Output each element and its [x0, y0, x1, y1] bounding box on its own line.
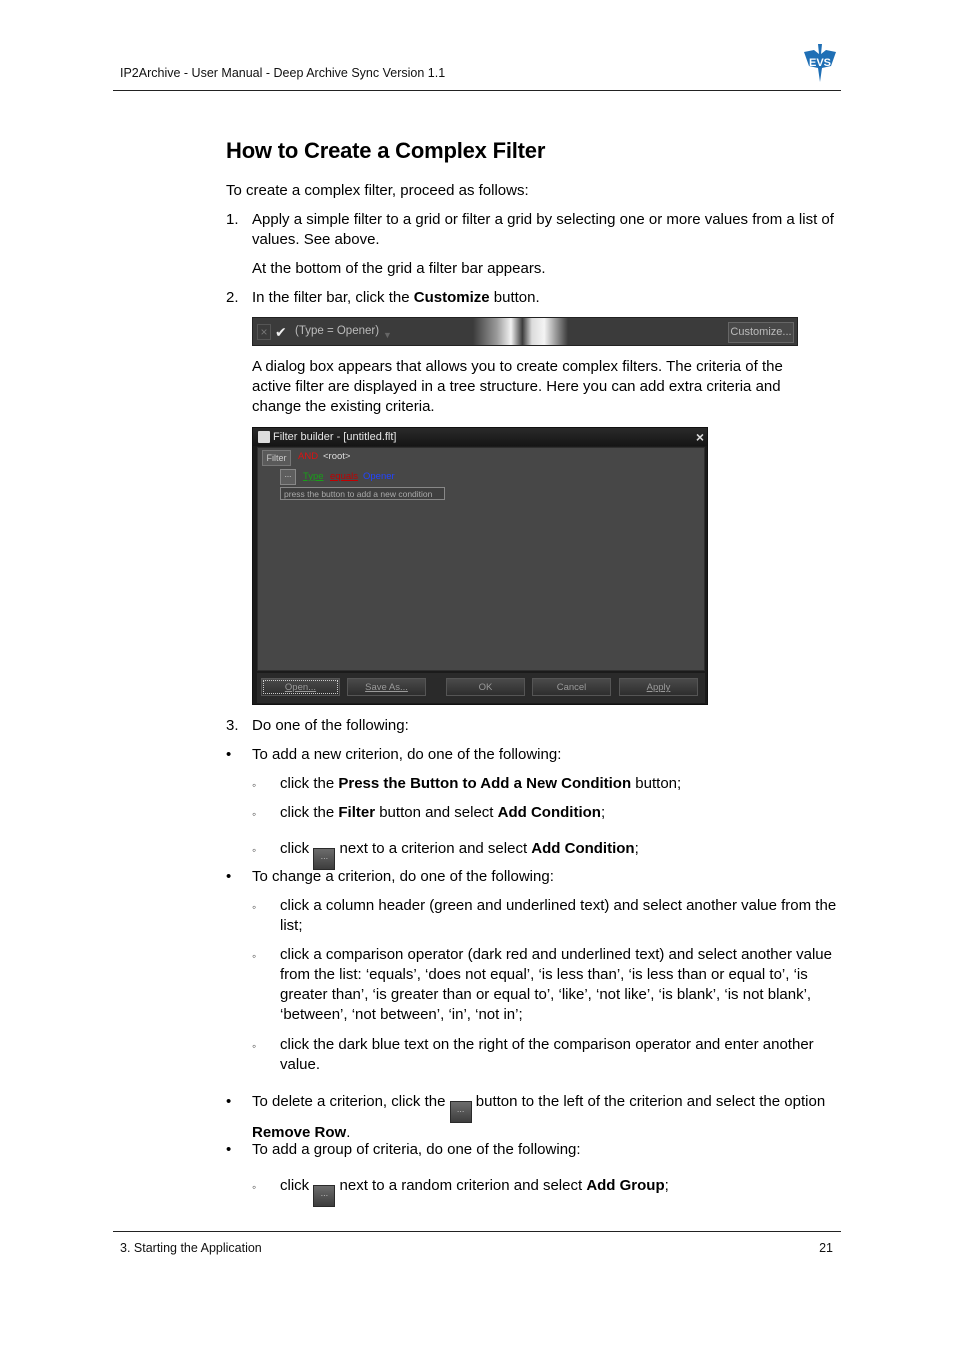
add-criterion-intro: To add a new criterion, do one of the following:	[252, 746, 562, 763]
bullet-marker: •	[226, 746, 232, 763]
add-option-2: click the Filter button and select Add Condition;	[280, 804, 606, 821]
ellipsis-button-icon: ...	[450, 1101, 472, 1123]
criterion-menu-button[interactable]: ...	[280, 469, 296, 485]
filter-expression: (Type = Opener)	[295, 325, 380, 337]
filter-tree	[257, 447, 705, 671]
customize-button[interactable]: Customize...	[728, 322, 794, 343]
filter-builder-dialog	[252, 427, 708, 705]
sub-bullet-marker: ◦	[252, 778, 257, 792]
save-as-button[interactable]: Save As...	[347, 678, 426, 696]
apply-button[interactable]: Apply	[619, 678, 698, 696]
add-option-3: click ... next to a criterion and select Add Condition;	[280, 839, 840, 870]
cancel-button[interactable]: Cancel	[532, 678, 611, 696]
page-number: 21	[819, 1241, 833, 1255]
filter-bar-close-button[interactable]: ×	[257, 324, 271, 340]
evs-logo	[804, 44, 836, 82]
delete-criterion: To delete a criterion, click the ... button to the left of the criterion and select the option Remove Row.	[252, 1093, 826, 1141]
criterion-value[interactable]: Opener	[363, 471, 395, 482]
sub-bullet-marker: ◦	[252, 1180, 257, 1194]
header-divider	[113, 90, 841, 91]
dialog-footer	[257, 673, 705, 703]
sub-bullet-marker: ◦	[252, 1039, 257, 1053]
sub-bullet-marker: ◦	[252, 807, 257, 821]
step-1-text: Apply a simple filter to a grid or filter a grid by selecting one or more values from a list of values. See above.	[252, 211, 834, 248]
add-condition-button[interactable]: press the button to add a new condition	[280, 487, 445, 500]
step-2-text: In the filter bar, click the Customize button.	[252, 289, 540, 306]
footer-section: 3. Starting the Application	[120, 1241, 262, 1255]
criterion-operator[interactable]: equals	[330, 471, 358, 482]
change-option-1: click a column header (green and underlined text) and select another value from the list;	[280, 897, 837, 934]
filter-button[interactable]: Filter	[262, 450, 291, 466]
step-2-result: A dialog box appears that allows you to create complex filters. The criteria of the active filter are displayed in a tree structure. Here you can add extra criteria and change the existing criteria.	[252, 358, 783, 415]
add-group-intro: To add a group of criteria, do one of the following:	[252, 1141, 581, 1158]
bullet-marker: •	[226, 1141, 232, 1158]
app-icon	[258, 431, 270, 443]
ellipsis-button-icon: ...	[313, 848, 335, 870]
logo-text: EVS	[808, 57, 832, 69]
group-operator[interactable]: AND	[298, 451, 319, 462]
bullet-marker: •	[226, 868, 232, 885]
filter-bar-checkbox[interactable]: ✔	[275, 324, 287, 340]
intro-text: To create a complex filter, proceed as follows:	[226, 182, 529, 199]
sub-bullet-marker: ◦	[252, 843, 257, 857]
bullet-marker: •	[226, 1093, 232, 1110]
group-option-1: click ... next to a random criterion and select Add Group;	[280, 1176, 840, 1207]
criterion-column[interactable]: Type	[303, 471, 324, 482]
chevron-down-icon[interactable]: ▼	[383, 330, 392, 340]
sub-bullet-marker: ◦	[252, 949, 257, 963]
header-title: IP2Archive - User Manual - Deep Archive Sync Version 1.1	[120, 66, 446, 80]
section-title: How to Create a Complex Filter	[226, 138, 546, 163]
ok-button[interactable]: OK	[446, 678, 525, 696]
step-2-number: 2.	[226, 289, 239, 306]
ellipsis-button-icon: ...	[313, 1185, 335, 1207]
filter-bar-screenshot	[252, 317, 798, 346]
footer-divider	[113, 1231, 841, 1232]
dialog-title: Filter builder - [untitled.flt]	[273, 431, 397, 443]
step-3-text: Do one of the following:	[252, 717, 409, 734]
filter-bar-highlight	[473, 318, 568, 345]
change-option-3: click the dark blue text on the right of the comparison operator and enter another value.	[280, 1036, 814, 1073]
change-criterion-intro: To change a criterion, do one of the following:	[252, 868, 554, 885]
open-button[interactable]: Open...	[261, 678, 340, 696]
sub-bullet-marker: ◦	[252, 900, 257, 914]
step-1-result: At the bottom of the grid a filter bar appears.	[252, 260, 546, 277]
root-label: <root>	[323, 451, 351, 462]
step-3-number: 3.	[226, 717, 239, 734]
step-1-number: 1.	[226, 211, 239, 228]
change-option-2: click a comparison operator (dark red and underlined text) and select another value from the list: ‘equals’, ‘does not equal’, ‘is less than’, ‘is less than or equal to’, ‘is greater than’, ‘is greater than or equal to’, ‘like’, ‘not like’, ‘is blank’, ‘is not blank’, ‘between’, ‘not between’, ‘in’, ‘not in’;	[280, 946, 832, 1023]
dialog-title-bar	[253, 428, 707, 446]
add-option-1: click the Press the Button to Add a New Condition button;	[280, 775, 682, 792]
step-1	[226, 210, 840, 250]
close-icon[interactable]: ×	[695, 429, 704, 445]
